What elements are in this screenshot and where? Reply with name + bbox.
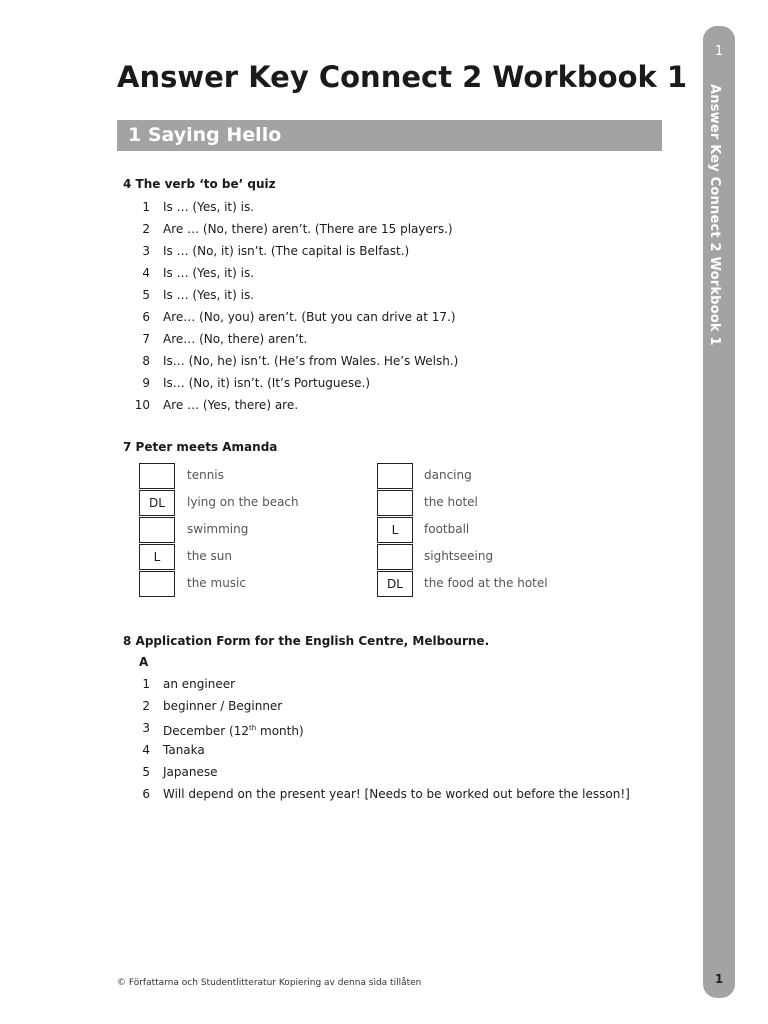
answer-box <box>377 544 413 570</box>
item-text <box>163 720 304 739</box>
item-number: 3 <box>142 721 150 735</box>
answer-box <box>377 463 413 489</box>
item-text-after: month) <box>256 724 304 738</box>
answer-box <box>377 490 413 516</box>
ordinal-suffix: th <box>249 724 257 732</box>
option-label: swimming <box>187 522 249 536</box>
item-text: Is … (No, it) isn’t. (The capital is Belfast.) <box>163 244 410 258</box>
option-label: football <box>424 522 470 536</box>
item-text: Are … (Yes, there) are. <box>163 398 299 412</box>
item-text: Is… (No, he) isn’t. (He’s from Wales. He’s Welsh.) <box>163 354 459 368</box>
item-text: Tanaka <box>163 743 205 757</box>
item-text: Will depend on the present year! [Needs to be worked out before the lesson!] <box>163 787 630 801</box>
answer-box: DL <box>377 571 413 597</box>
answer-box: DL <box>139 490 175 516</box>
item-text: Is … (Yes, it) is. <box>163 266 255 280</box>
side-tab <box>703 26 735 998</box>
exercise-8-heading: 8 Application Form for the English Centre, Melbourne. <box>123 634 490 648</box>
answer-box <box>139 571 175 597</box>
footer-copyright: © Författarna och Studentlitteratur Kopiering av denna sida tillåten <box>117 978 422 988</box>
option-label: sightseeing <box>424 549 494 563</box>
option-label: dancing <box>424 468 472 482</box>
option-label: lying on the beach <box>187 495 299 509</box>
item-number: 3 <box>142 244 150 258</box>
item-number: 5 <box>142 288 150 302</box>
item-number: 7 <box>142 332 150 346</box>
option-label: tennis <box>187 468 224 482</box>
item-number: 1 <box>142 677 150 691</box>
item-text: Are… (No, there) aren’t. <box>163 332 308 346</box>
document-title: Answer Key Connect 2 Workbook 1 <box>117 60 688 94</box>
item-number: 8 <box>142 354 150 368</box>
item-number: 4 <box>142 266 150 280</box>
item-text: Is… (No, it) isn’t. (It’s Portuguese.) <box>163 376 371 390</box>
exercise-7-heading: 7 Peter meets Amanda <box>123 440 278 454</box>
item-text: Is … (Yes, it) is. <box>163 288 255 302</box>
item-number: 6 <box>142 310 150 324</box>
item-text: Are … (No, there) aren’t. (There are 15 players.) <box>163 222 453 236</box>
answer-box <box>139 517 175 543</box>
answer-box <box>139 463 175 489</box>
item-number: 2 <box>142 699 150 713</box>
item-text: Is … (Yes, it) is. <box>163 200 255 214</box>
item-text: beginner / Beginner <box>163 699 283 713</box>
item-number: 9 <box>142 376 150 390</box>
item-number: 4 <box>142 743 150 757</box>
item-text: Are… (No, you) aren’t. (But you can drive at 17.) <box>163 310 456 324</box>
item-number: 10 <box>134 398 150 412</box>
option-label: the food at the hotel <box>424 576 548 590</box>
item-text: an engineer <box>163 677 236 691</box>
option-label: the hotel <box>424 495 478 509</box>
side-tab-chapter-number: 1 <box>714 44 724 59</box>
item-number: 1 <box>142 200 150 214</box>
option-label: the sun <box>187 549 232 563</box>
item-number: 5 <box>142 765 150 779</box>
section-title: 1 Saying Hello <box>117 120 662 151</box>
answer-box: L <box>377 517 413 543</box>
exercise-4-heading: 4 The verb ‘to be’ quiz <box>123 177 276 191</box>
item-number: 2 <box>142 222 150 236</box>
side-tab-title: Answer Key Connect 2 Workbook 1 <box>707 84 722 346</box>
answer-box: L <box>139 544 175 570</box>
option-label: the music <box>187 576 246 590</box>
item-number: 6 <box>142 787 150 801</box>
page-number: 1 <box>714 972 724 986</box>
item-text: Japanese <box>163 765 218 779</box>
item-text-before: December (12 <box>163 724 249 738</box>
exercise-8-subheading: A <box>139 655 149 669</box>
